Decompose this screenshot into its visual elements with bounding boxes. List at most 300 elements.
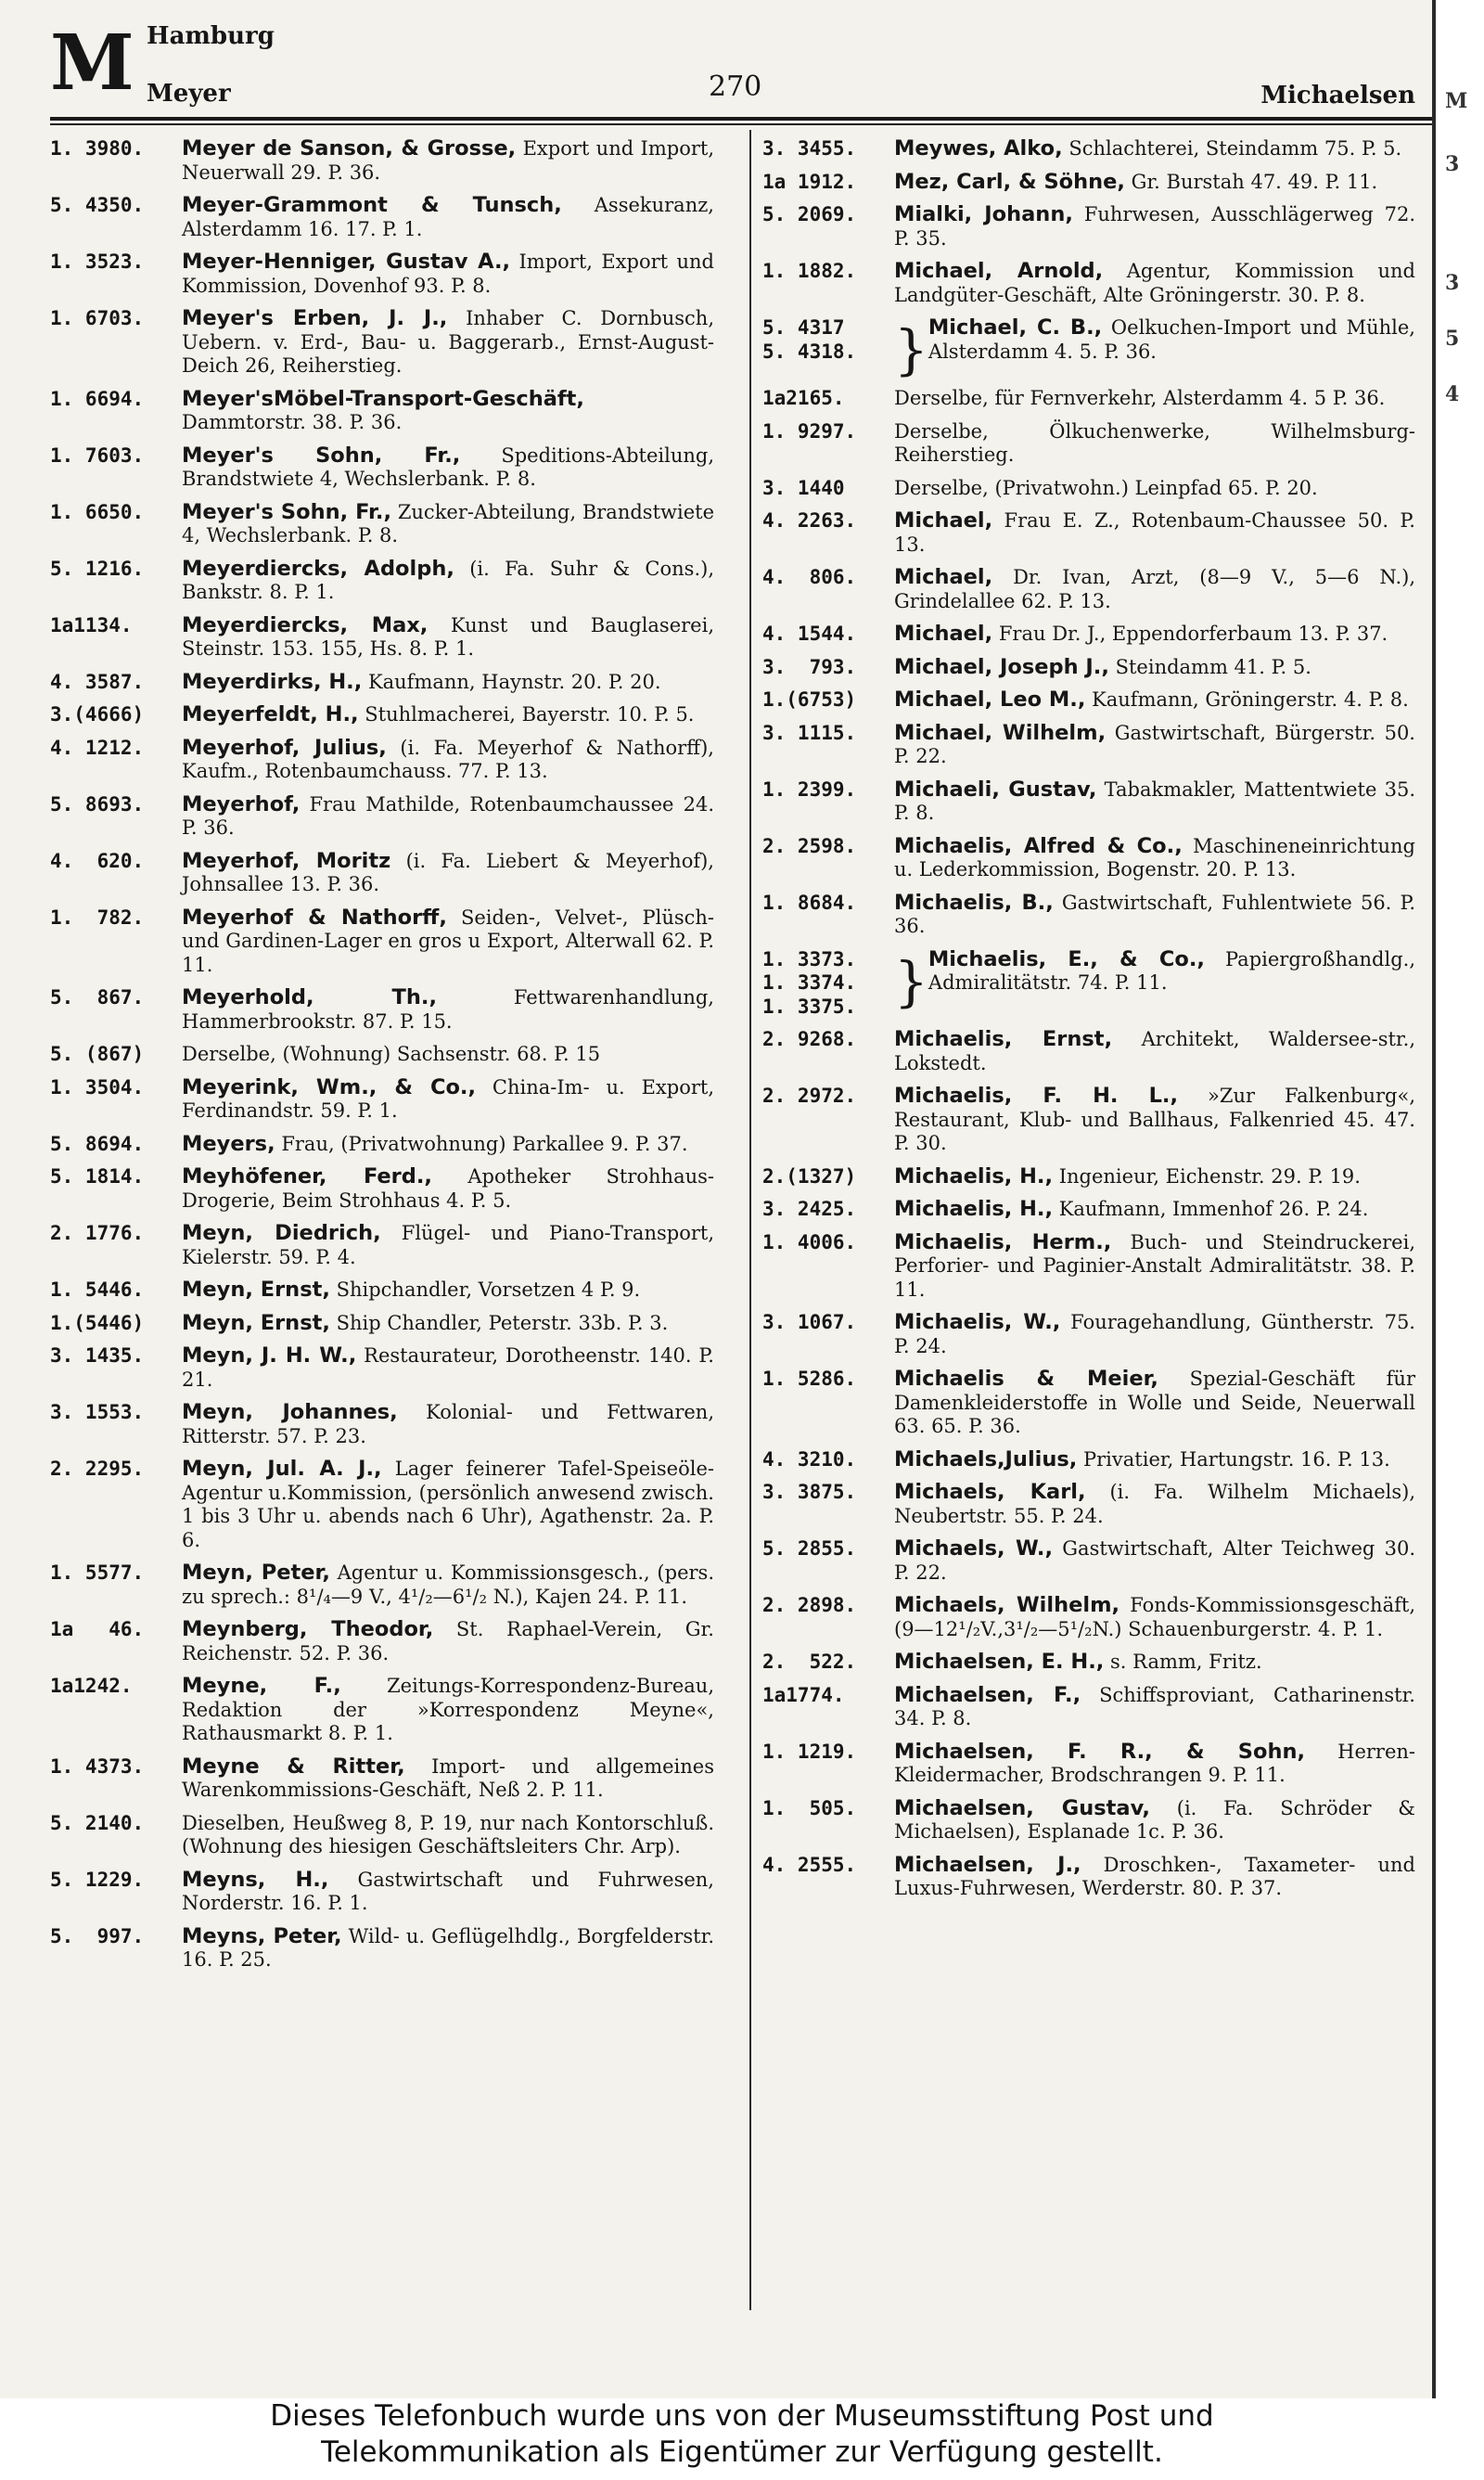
phone-number: 1. 782. — [50, 906, 145, 929]
entry-text — [182, 501, 714, 548]
entry-details: Herren-Kleidermacher, Brodschrangen 9. P. 11. — [894, 1740, 1415, 1786]
subscriber-name: Michaelis, Alfred & Co., — [894, 833, 1183, 858]
phone-number: 3.(4666) — [50, 703, 145, 726]
directory-entry — [762, 1594, 1415, 1641]
phone-number: 1. 4006. — [762, 1230, 857, 1253]
entry-text — [182, 1755, 714, 1803]
entry-text — [182, 986, 714, 1034]
entry-text — [894, 892, 1415, 939]
entry-details: Fouragehandlung, Güntherstr. 75. P. 24. — [894, 1311, 1415, 1357]
entry-text — [894, 203, 1415, 251]
phone-number: 4. 2263. — [762, 509, 857, 532]
phone-number: 1.(6753) — [762, 688, 857, 711]
footer-line: Dieses Telefonbuch wurde uns von der Museumsstiftung Post und — [270, 2399, 1214, 2433]
directory-entry — [50, 1401, 714, 1448]
entry-details: Buch- und Steindruckerei, Perforier- und Paginier-Anstalt Admiralitätstr. 38. P. 11. — [894, 1230, 1415, 1301]
entry-details: Dr. Ivan, Arzt, (8—9 V., 5—6 N.), Grindelallee 62. P. 13. — [894, 566, 1415, 612]
entry-text — [894, 1651, 1415, 1675]
directory-entry — [50, 671, 714, 695]
subscriber-name: Meyerdiercks, Adolph, — [182, 556, 454, 581]
entry-text — [894, 1594, 1415, 1641]
entry-details: Lager feinerer Tafel-Speiseöle-Agentur u.Kommission, (persönlich anwesend zwisch. 1 bis 3 Uhr u. abends nach 6 Uhr), Agathenstr. 2a. P. 6. — [182, 1458, 714, 1551]
directory-entry — [50, 1675, 714, 1746]
phone-number: 1. 1219. — [762, 1740, 857, 1763]
directory-entry — [50, 501, 714, 548]
subscriber-name: Michaelis, Ernst, — [894, 1027, 1113, 1051]
phone-number: 1. 6694. — [50, 387, 145, 410]
phone-number: 4. 3587. — [50, 670, 145, 693]
directory-entry — [50, 906, 714, 978]
entry-text — [182, 307, 714, 379]
entry-details: Speditions-Abteilung, Brandstwiete 4, Wechslerbank. P. 8. — [182, 443, 714, 490]
phone-number: 3. 3455. — [762, 137, 857, 160]
header-rule — [50, 117, 1460, 121]
subscriber-name: Michaelis & Meier, — [894, 1367, 1158, 1391]
entry-text — [894, 623, 1415, 647]
entry-details: Derselbe, (Wohnung) Sachsenstr. 68. P. 15 — [182, 1043, 601, 1065]
entry-text — [894, 835, 1415, 882]
directory-entry — [762, 1481, 1415, 1528]
entry-text — [894, 1448, 1415, 1472]
subscriber-name: Michaelis, H., — [894, 1163, 1054, 1189]
phone-number: 2. 2295. — [50, 1458, 145, 1480]
subscriber-name: Meyerfeldt, H., — [182, 702, 359, 726]
directory-entry — [762, 1368, 1415, 1439]
entry-details: Agentur u. Kommissionsgesch., (pers. zu sprech.: 8¹/₄—9 V., 4¹/₂—6¹/₂ N.), Kajen 24. P. 11. — [182, 1561, 714, 1608]
entry-details: China-Im- u. Export, Ferdinandstr. 59. P. 1. — [182, 1075, 714, 1122]
subscriber-name: Michaels,Julius, — [894, 1446, 1078, 1471]
entry-details: Schiffsproviant, Catharinenstr. 34. P. 8. — [894, 1683, 1415, 1729]
phone-number: 3. 2425. — [762, 1198, 857, 1220]
subscriber-name: Michaelis, B., — [894, 890, 1054, 915]
entry-details: Schlachterei, Steindamm 75. P. 5. — [1068, 137, 1402, 160]
subscriber-name: Meyerhof & Nathorff, — [182, 905, 447, 930]
subscriber-name: Meyer's Sohn, Fr., — [182, 443, 461, 468]
directory-entry — [762, 477, 1415, 501]
entry-text — [894, 778, 1415, 826]
directory-entry — [50, 1618, 714, 1665]
entry-details: Privatier, Hartungstr. 16. P. 13. — [1083, 1447, 1390, 1471]
phone-number: 1a1134. — [50, 613, 133, 636]
phone-number: 2. 2598. — [762, 834, 857, 857]
directory-entry — [762, 509, 1415, 557]
entry-text — [894, 387, 1415, 411]
entry-text — [928, 316, 1415, 364]
subscriber-name: Michaelis, F. H. L., — [894, 1084, 1179, 1108]
entry-details: Import, Export und Kommission, Dovenhof 93. P. 8. — [182, 251, 714, 297]
phone-number: 1. 3373. 1. 3374. 1. 3375. — [762, 947, 857, 1018]
entry-details: (i. Fa. Meyerhof & Nathorff), Kaufm., Rotenbaumchauss. 77. P. 13. — [182, 736, 714, 782]
entry-text — [894, 137, 1415, 161]
subscriber-name: Meyhöfener, Ferd., — [182, 1164, 432, 1189]
subscriber-name: Meyer's Erben, J. J., — [182, 306, 448, 330]
header-rule-thin — [50, 123, 1460, 125]
subscriber-name: Michaelsen, F. R., & Sohn, — [894, 1739, 1306, 1764]
entry-details: Gr. Burstah 47. 49. P. 11. — [1131, 170, 1378, 193]
subscriber-name: Meyne & Ritter, — [182, 1754, 405, 1779]
entry-text — [182, 737, 714, 784]
phone-number: 1a1242. — [50, 1675, 133, 1697]
next-page-edge — [1432, 0, 1484, 2398]
entry-text — [182, 1561, 714, 1609]
phone-number: 5. 2855. — [762, 1537, 857, 1560]
entry-details: Spezial-Geschäft für Damenkleiderstoffe in Wolle und Seide, Neuerwall 63. 65. P. 36. — [894, 1368, 1415, 1437]
phone-number: 3. 1553. — [50, 1401, 145, 1423]
entry-details: Papiergroßhandlg., Admiralitätstr. 74. P. 11. — [928, 947, 1415, 994]
entry-details: Flügel- und Piano-Transport, Kielerstr. 59. P. 4. — [182, 1222, 714, 1268]
entry-details: Export und Import, Neuerwall 29. P. 36. — [182, 137, 714, 184]
phone-number: 5. 1814. — [50, 1165, 145, 1188]
entry-details: Stuhlmacherei, Bayerstr. 10. P. 5. — [365, 703, 695, 726]
phone-number: 3. 793. — [762, 655, 857, 678]
entry-details: Frau, (Privatwohnung) Parkallee 9. P. 37. — [281, 1132, 688, 1155]
phone-number: 4. 806. — [762, 566, 857, 588]
directory-entry — [762, 1085, 1415, 1156]
phone-number: 5. 8693. — [50, 792, 145, 816]
edge-fragment: M — [1445, 89, 1468, 113]
subscriber-name: Meyn, Johannes, — [182, 1400, 398, 1424]
subscriber-name: Meyerink, Wm., & Co., — [182, 1074, 477, 1099]
directory-entry — [50, 1869, 714, 1916]
phone-number: 1. 3980. — [50, 137, 145, 160]
edge-fragment: 4 — [1445, 382, 1460, 406]
subscriber-name: Mez, Carl, & Söhne, — [894, 169, 1125, 194]
directory-entry — [762, 1231, 1415, 1303]
phone-number: 5. 997. — [50, 1924, 145, 1947]
entry-text — [182, 671, 714, 695]
entry-details: Apotheker Strohhaus-Drogerie, Beim Strohhaus 4. P. 5. — [182, 1165, 714, 1212]
subscriber-name: Meyerdiercks, Max, — [182, 612, 429, 637]
entry-details: Ship Chandler, Peterstr. 33b. P. 3. — [336, 1311, 669, 1334]
entry-text — [894, 1085, 1415, 1156]
last-entry-name: Michaelsen — [1260, 82, 1415, 109]
entry-details: Assekuranz, Alsterdamm 16. 17. P. 1. — [182, 194, 714, 240]
directory-entry — [762, 1198, 1415, 1222]
phone-number: 5. 1216. — [50, 557, 145, 580]
phone-number: 1. 1882. — [762, 260, 857, 282]
entry-text — [182, 1043, 714, 1067]
subscriber-name: Michael, C. B., — [928, 315, 1103, 340]
entry-text — [182, 793, 714, 841]
entry-text — [894, 1028, 1415, 1075]
directory-entry — [50, 850, 714, 897]
entry-text — [894, 1741, 1415, 1788]
subscriber-name: Meyerhof, — [182, 791, 301, 816]
directory-entry — [762, 203, 1415, 251]
entry-details: Kaufmann, Haynstr. 20. P. 20. — [367, 670, 661, 693]
subscriber-name: Michaelsen, Gustav, — [894, 1795, 1150, 1820]
directory-entry — [762, 1684, 1415, 1731]
phone-number: 1a1774. — [762, 1683, 845, 1706]
phone-number: 3. 3875. — [762, 1481, 857, 1503]
entry-text — [894, 688, 1415, 713]
entry-details: Dieselben, Heußweg 8, P. 19, nur nach Kontorschluß. (Wohnung des hiesigen Geschäftsleiters Chr. Arp). — [182, 1811, 714, 1857]
phone-number: 3. 1435. — [50, 1344, 145, 1367]
phone-number: 5. 867. — [50, 986, 145, 1009]
directory-entry — [762, 948, 1415, 1020]
phone-number: 1. 8684. — [762, 891, 857, 914]
directory-entry — [762, 892, 1415, 939]
subscriber-name: Meyn, Peter, — [182, 1561, 330, 1585]
directory-entry — [50, 986, 714, 1034]
phone-number: 1. 5446. — [50, 1279, 145, 1301]
subscriber-name: Meyn, J. H. W., — [182, 1343, 357, 1368]
entry-text — [182, 906, 714, 978]
entry-text — [182, 137, 714, 185]
subscriber-name: Michaels, Karl, — [894, 1480, 1086, 1504]
phone-number: 2.(1327) — [762, 1164, 857, 1188]
subscriber-name: Meyn, Jul. A. J., — [182, 1457, 382, 1481]
phone-number: 2. 522. — [762, 1651, 857, 1673]
edge-fragment: 5 — [1445, 327, 1460, 351]
entry-text — [894, 1684, 1415, 1731]
entry-details: Frau Mathilde, Rotenbaumchaussee 24. P. 36. — [182, 792, 714, 839]
entry-text — [182, 251, 714, 298]
entry-details: St. Raphael-Verein, Gr. Reichenstr. 52. P. 36. — [182, 1618, 714, 1664]
directory-entry — [762, 315, 1415, 381]
edge-fragment: 3 — [1445, 271, 1460, 295]
subscriber-name: Michaelis, H., — [894, 1197, 1054, 1221]
directory-entry — [50, 1133, 714, 1157]
entry-details: Maschineneinrichtung u. Lederkommission, Bogenstr. 20. P. 13. — [894, 834, 1415, 880]
directory-entry — [762, 171, 1415, 195]
directory-entry — [762, 137, 1415, 161]
directory-entry — [762, 623, 1415, 647]
directory-entry — [762, 387, 1415, 411]
subscriber-name: Meyns, H., — [182, 1867, 329, 1892]
entry-text — [894, 260, 1415, 307]
subscriber-name: Meyer's Sohn, Fr., — [182, 499, 392, 524]
subscriber-name: Meyerdirks, H., — [182, 669, 363, 694]
subscriber-name: Michaelis, E., & Co., — [928, 946, 1205, 971]
directory-entry — [50, 444, 714, 492]
phone-number: 1. 9297. — [762, 419, 857, 443]
entry-details: Kunst und Bauglaserei, Steinstr. 153. 155, Hs. 8. P. 1. — [182, 613, 714, 660]
subscriber-name: Michaelis, W., — [894, 1310, 1061, 1334]
directory-entry — [50, 1222, 714, 1269]
phone-number: 5. 8694. — [50, 1132, 145, 1155]
phone-number: 4. 3210. — [762, 1447, 857, 1471]
entry-details: (i. Fa. Schröder & Michaelsen), Esplanade 1c. P. 36. — [894, 1796, 1415, 1843]
entry-details: Restaurateur, Dorotheenstr. 140. P. 21. — [182, 1344, 714, 1391]
directory-entry — [50, 194, 714, 241]
phone-number: 1. 2399. — [762, 777, 857, 801]
phone-number: 4. 620. — [50, 849, 145, 872]
phone-number: 3. 1115. — [762, 721, 857, 744]
page-header — [50, 19, 1415, 115]
directory-entry — [762, 566, 1415, 613]
subscriber-name: Michael, — [894, 565, 993, 589]
page-number: 270 — [709, 71, 762, 103]
entry-text — [182, 1344, 714, 1392]
directory-entry — [50, 1812, 714, 1859]
directory-entry — [762, 1854, 1415, 1901]
directory-entry — [50, 1755, 714, 1803]
entry-text — [182, 614, 714, 662]
grouping-brace: } — [894, 949, 928, 1013]
phone-number: 1. 505. — [762, 1796, 857, 1819]
entry-details: Derselbe, für Fernverkehr, Alsterdamm 4. 5 P. 36. — [894, 387, 1386, 409]
directory-entry — [50, 1076, 714, 1124]
city-heading: Hamburg — [147, 22, 275, 50]
subscriber-name: Meyn, Diedrich, — [182, 1221, 381, 1245]
directory-entry — [50, 614, 714, 662]
phone-number: 3. 1440 — [762, 476, 845, 499]
entry-text — [182, 1458, 714, 1552]
entry-details: Dammtorstr. 38. P. 36. — [182, 411, 403, 433]
subscriber-name: Michaelsen, J., — [894, 1852, 1081, 1877]
entry-text — [894, 1165, 1415, 1189]
phone-number: 1. 5577. — [50, 1561, 145, 1584]
directory-entry — [50, 1925, 714, 1972]
entry-details: Oelkuchen-Import und Mühle, Alsterdamm 4. 5. P. 36. — [928, 316, 1415, 363]
phone-number: 5. 2069. — [762, 203, 857, 225]
directory-entry — [50, 737, 714, 784]
footer-note — [0, 2398, 1484, 2480]
phone-number: 1. 4373. — [50, 1754, 145, 1778]
entry-details: Fettwarenhandlung, Hammerbrookstr. 87. P. 15. — [182, 986, 714, 1033]
section-letter: M — [50, 19, 133, 108]
directory-entry — [762, 656, 1415, 680]
entry-text — [182, 1312, 714, 1336]
subscriber-name: Michael, Wilhelm, — [894, 720, 1107, 745]
subscriber-name: Meyn, Ernst, — [182, 1310, 330, 1335]
directory-entry — [762, 778, 1415, 826]
column-divider — [749, 130, 751, 2310]
entry-text — [182, 1222, 714, 1269]
phone-number: 5. (867) — [50, 1043, 145, 1065]
directory-entry — [762, 1537, 1415, 1585]
directory-entry — [762, 722, 1415, 769]
subscriber-name: Meyerhof, Julius, — [182, 735, 387, 760]
phone-number: 5. 4317 5. 4318. — [762, 316, 857, 363]
phone-number: 1. 6650. — [50, 500, 145, 523]
footer-line: Telekommunikation als Eigentümer zur Verfügung gestellt. — [321, 2435, 1163, 2469]
entry-details: s. Ramm, Fritz. — [1110, 1651, 1262, 1673]
subscriber-name: Michaels, W., — [894, 1536, 1054, 1561]
entry-details: Ingenieur, Eichenstr. 29. P. 19. — [1058, 1164, 1361, 1188]
subscriber-name: Michael, — [894, 622, 993, 646]
entry-text — [894, 509, 1415, 557]
phone-number: 5. 4350. — [50, 194, 145, 216]
entry-details: Gastwirtschaft, Alter Teichweg 30. P. 22. — [894, 1537, 1415, 1584]
directory-entry — [762, 1311, 1415, 1358]
entry-text — [894, 656, 1415, 680]
directory-entry — [762, 1797, 1415, 1844]
subscriber-name: Michael, Arnold, — [894, 259, 1104, 283]
subscriber-name: Michael, Joseph J., — [894, 654, 1109, 679]
entry-text — [894, 1368, 1415, 1439]
entry-text — [928, 948, 1415, 996]
phone-number: 1. 7603. — [50, 443, 145, 467]
directory-entry — [762, 1165, 1415, 1189]
entry-details: Import- und allgemeines Warenkommissions-Geschäft, Neß 2. P. 11. — [182, 1754, 714, 1801]
directory-entry — [50, 1561, 714, 1609]
directory-entry — [50, 1165, 714, 1213]
entry-text — [182, 1925, 714, 1972]
entry-text — [894, 1537, 1415, 1585]
entry-details: Architekt, Waldersee-str., Lokstedt. — [894, 1028, 1415, 1074]
directory-entry — [50, 703, 714, 727]
edge-fragment: 3 — [1445, 152, 1460, 176]
entry-details: Fuhrwesen, Ausschlägerweg 72. P. 35. — [894, 203, 1415, 250]
entry-text — [894, 1854, 1415, 1901]
subscriber-name: Michael, Leo M., — [894, 687, 1086, 712]
entry-text — [894, 566, 1415, 613]
entry-details: Seiden-, Velvet-, Plüsch- und Gardinen-Lager en gros u Export, Alterwall 62. P. 11. — [182, 906, 714, 976]
entry-text — [182, 1869, 714, 1916]
entry-details: (i. Fa. Liebert & Meyerhof), Johnsallee 13. P. 36. — [182, 849, 714, 895]
entry-details: Wild- u. Geflügelhdlg., Borgfelderstr. 16. P. 25. — [182, 1924, 714, 1971]
entry-details: Kolonial- und Fettwaren, Ritterstr. 57. P. 23. — [182, 1401, 715, 1447]
grouping-brace: } — [894, 318, 928, 381]
directory-entry — [762, 1741, 1415, 1788]
entry-details: Gastwirtschaft, Bürgerstr. 50. P. 22. — [894, 721, 1415, 767]
entry-details: Gastwirtschaft, Fuhlentwiete 56. P. 36. — [894, 891, 1416, 937]
subscriber-name: Michaelis, Herm., — [894, 1229, 1112, 1254]
entry-text — [894, 1481, 1415, 1528]
directory-entry — [50, 1312, 714, 1336]
phone-number: 2. 9268. — [762, 1028, 857, 1050]
directory-entry — [762, 260, 1415, 307]
entry-details: Frau E. Z., Rotenbaum-Chaussee 50. P. 13. — [894, 509, 1415, 556]
subscriber-name: Meyerhof, Moritz — [182, 848, 391, 873]
subscriber-name: Meynberg, Theodor, — [182, 1617, 434, 1641]
entry-details: Tabakmakler, Mattentwiete 35. P. 8. — [894, 777, 1415, 824]
entry-text — [894, 477, 1415, 501]
entry-details: Kaufmann, Immenhof 26. P. 24. — [1058, 1198, 1369, 1220]
directory-entry — [50, 1458, 714, 1552]
entry-text — [182, 194, 714, 241]
entry-details: Inhaber C. Dornbusch, Uebern. v. Erd-, Bau- u. Baggerarb., Ernst-August-Deich 26, Reiherstieg. — [182, 307, 714, 377]
entry-text — [182, 1279, 714, 1303]
subscriber-name: Meyer-Henniger, Gustav A., — [182, 250, 511, 274]
phone-number: 2. 2898. — [762, 1594, 857, 1616]
entry-text — [894, 171, 1415, 195]
subscriber-name: Michaels, Wilhelm, — [894, 1593, 1120, 1617]
entry-details: Steindamm 41. P. 5. — [1115, 655, 1311, 678]
subscriber-name: Michaelsen, E. H., — [894, 1650, 1105, 1674]
entry-details: Agentur, Kommission und Landgüter-Geschäft, Alte Gröningerstr. 30. P. 8. — [894, 260, 1415, 306]
phone-number: 5. 2140. — [50, 1811, 145, 1834]
entry-text — [894, 1797, 1415, 1844]
entry-text — [182, 558, 714, 605]
left-column — [50, 137, 714, 1982]
subscriber-name: Meyerhold, Th., — [182, 985, 437, 1009]
entry-details: Derselbe, (Privatwohn.) Leinpfad 65. P. 20. — [894, 476, 1318, 499]
directory-entry — [50, 1279, 714, 1303]
entry-text — [182, 1401, 714, 1448]
phone-number: 1a2165. — [762, 387, 845, 409]
phone-number: 4. 2555. — [762, 1853, 857, 1876]
entry-text — [182, 1076, 714, 1124]
directory-entry — [50, 1344, 714, 1392]
subscriber-name: Meywes, Alko, — [894, 136, 1063, 161]
directory-entry — [50, 307, 714, 379]
subscriber-name: Meyers, — [182, 1131, 275, 1156]
phone-number: 1a 46. — [50, 1618, 145, 1640]
entry-details: Fonds-Kommissionsgeschäft, (9—12¹/₂V.,3¹/₂—5¹/₂N.) Schauenburgerstr. 4. P. 1. — [894, 1594, 1415, 1640]
phone-number: 1. 6703. — [50, 307, 145, 329]
subscriber-name: Meyne, F., — [182, 1674, 341, 1698]
subscriber-name: Meyer de Sanson, & Grosse, — [182, 136, 517, 161]
entry-text — [182, 1675, 714, 1746]
phone-number: 2. 2972. — [762, 1085, 857, 1107]
directory-entry — [762, 1028, 1415, 1075]
right-column — [762, 137, 1415, 1910]
directory-entry — [50, 558, 714, 605]
phone-number: 1. 3504. — [50, 1075, 145, 1099]
